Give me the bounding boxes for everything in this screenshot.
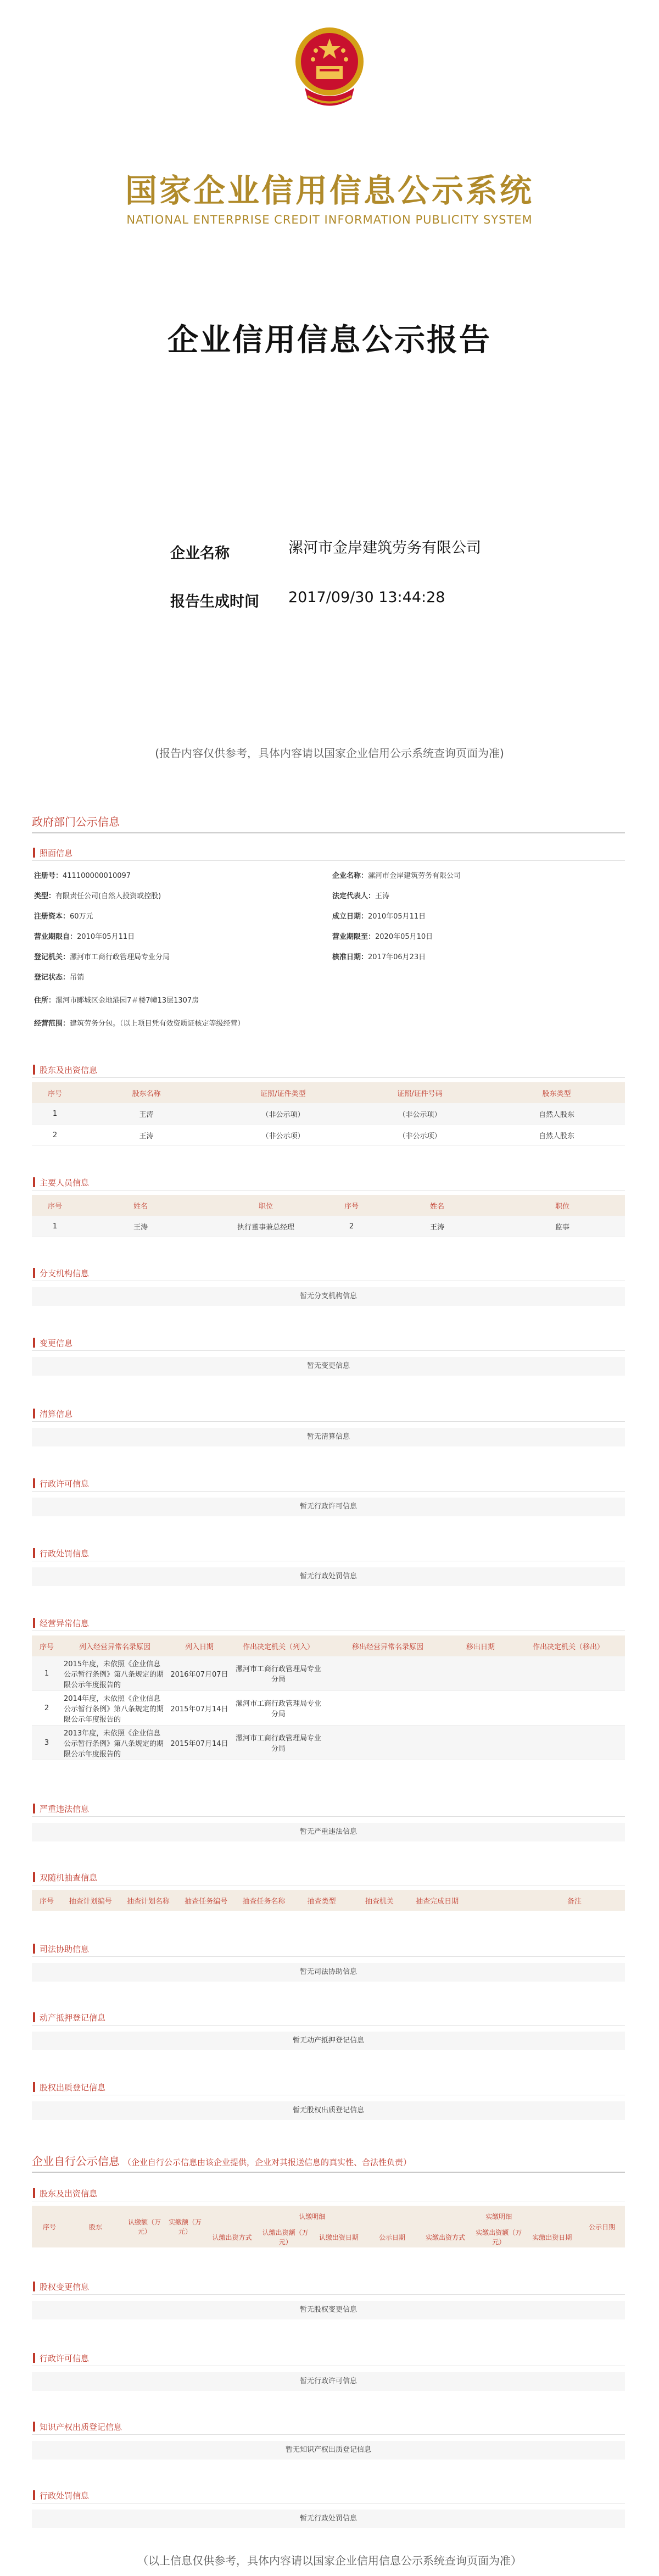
self-ip-empty: 暂无知识产权出质登记信息 <box>32 2441 625 2460</box>
personnel-heading: 主要人员信息 <box>32 1176 625 1190</box>
branch-heading: 分支机构信息 <box>32 1266 625 1281</box>
table-row: 2 2014年度，未依照《企业信息公示暂行条例》第八条规定的期限公示年度报告的 2015年07月14日 漯河市工商行政管理局专业分局 <box>32 1691 625 1726</box>
serious-violation-heading: 严重违法信息 <box>32 1802 625 1817</box>
equity-pledge-heading: 股权出质登记信息 <box>32 2080 625 2095</box>
term-from-field: 营业期限自：2010年05月11日 <box>34 933 135 941</box>
basic-info-heading <box>32 846 625 861</box>
table-row: 1 2015年度，未依照《企业信息公示暂行条例》第八条规定的期限公示年度报告的 2016年07月07日 漯河市工商行政管理局专业分局 <box>32 1656 625 1691</box>
abnormal-heading: 经营异常信息 <box>32 1616 625 1631</box>
gov-section-heading <box>32 813 625 833</box>
scope-field: 经营范围：建筑劳务分包。（以上项目凭有效资质证核定等级经营） <box>34 1020 245 1028</box>
approved-field: 核准日期：2017年06月23日 <box>332 953 426 961</box>
shareholders-heading: 股东及出资信息 <box>32 1063 625 1078</box>
self-shareholders-heading: 股东及出资信息 <box>32 2186 625 2201</box>
serious-violation-empty: 暂无严重违法信息 <box>32 1823 625 1841</box>
footer-disclaimer: （以上信息仅供参考，具体内容请以国家企业信用信息公示系统查询页面为准） <box>137 2554 522 2567</box>
company-name-label: 企业名称 <box>170 545 230 562</box>
personnel-table: 序号 姓名 职位 序号 姓名 职位 1 王涛 执行董事兼总经理 2 王涛 监事 <box>32 1195 625 1237</box>
equity-pledge-empty: 暂无股权出质登记信息 <box>32 2101 625 2120</box>
random-check-table: 序号 抽查计划编号 抽查计划名称 抽查任务编号 抽查任务名称 抽查类型 抽查机关 抽查完成日期 备注 <box>32 1890 625 1911</box>
self-license-empty: 暂无行政许可信息 <box>32 2372 625 2391</box>
admin-license-empty: 暂无行政许可信息 <box>32 1498 625 1516</box>
self-equity-change-heading: 股权变更信息 <box>32 2280 625 2295</box>
legal-rep-field: 法定代表人：王涛 <box>332 892 390 900</box>
self-penalty-heading: 行政处罚信息 <box>32 2489 625 2503</box>
capital-field: 注册资本：60万元 <box>34 913 93 921</box>
self-section-title: 企业自行公示信息 <box>32 2155 120 2168</box>
liquidation-heading: 清算信息 <box>32 1407 625 1422</box>
self-section-heading <box>32 2152 625 2173</box>
founded-field: 成立日期：2010年05月11日 <box>332 913 426 921</box>
chattel-empty: 暂无动产抵押登记信息 <box>32 2032 625 2050</box>
report-time-value: 2017/09/30 13:44:28 <box>288 589 445 606</box>
self-penalty-empty: 暂无行政处罚信息 <box>32 2510 625 2528</box>
type-field: 类型：有限责任公司(自然人投资或控股) <box>34 892 161 900</box>
basic-info-title: 照面信息 <box>40 848 73 858</box>
address-field: 住所：漯河市郾城区金地港园7＃楼7幢13层1307房 <box>34 997 199 1005</box>
table-row: 1 王涛 执行董事兼总经理 2 王涛 监事 <box>32 1216 625 1237</box>
report-title: 企业信用信息公示报告 <box>167 322 492 358</box>
shareholders-table: 序号 股东名称 证照/证件类型 证照/证件号码 股东类型 1 王涛 （非公示项） （非公示项） 自然人股东 2 王涛 （非公示项） （非公示项） 自然人股东 <box>32 1082 625 1146</box>
authority-field: 登记机关：漯河市工商行政管理局专业分局 <box>34 953 170 961</box>
branch-empty: 暂无分支机构信息 <box>32 1287 625 1306</box>
self-ip-heading: 知识产权出质登记信息 <box>32 2420 625 2435</box>
abnormal-table: 序号 列入经营异常名录原因 列入日期 作出决定机关（列入） 移出经营异常名录原因 移出日期 作出决定机关（移出） 1 2015年度，未依照《企业信息公示暂行条例》第八条规定的期限公示年度报告的 2016年07月07日 漯河市工商行政管理局专业分局 2 2014年度，未依照《企业信息公示暂行条例》第八条规定的期限公示年度报告的 2015年07月14日 漯河市工商行政管理局专业分局 3 2013年度，未依照《企业信息公示暂行条例》第八条规定的期限公示年度报告的 2015年07月14日 漯河市工商行政管理局专业分局 <box>32 1635 625 1760</box>
judicial-empty: 暂无司法协助信息 <box>32 1963 625 1982</box>
chattel-heading: 动产抵押登记信息 <box>32 2011 625 2026</box>
self-equity-change-empty: 暂无股权变更信息 <box>32 2301 625 2319</box>
company-name-value: 漯河市金岸建筑劳务有限公司 <box>288 539 481 557</box>
report-disclaimer: (报告内容仅供参考，具体内容请以国家企业信用公示系统查询页面为准) <box>155 747 504 760</box>
table-row: 2 王涛 （非公示项） （非公示项） 自然人股东 <box>32 1125 625 1146</box>
self-shareholders-table: 序号 股东 认缴额（万元） 实缴额（万元） 认缴明细 实缴明细 公示日期 认缴出资方式 认缴出资额（万元） 认缴出资日期 公示日期 实缴出资方式 实缴出资额（万元） 实缴出资日期 <box>32 2206 625 2247</box>
change-heading: 变更信息 <box>32 1336 625 1351</box>
report-time-label: 报告生成时间 <box>170 593 259 610</box>
system-title: 国家企业信用信息公示系统 <box>125 172 534 209</box>
admin-penalty-empty: 暂无行政处罚信息 <box>32 1567 625 1586</box>
change-empty: 暂无变更信息 <box>32 1357 625 1376</box>
table-row: 3 2013年度，未依照《企业信息公示暂行条例》第八条规定的期限公示年度报告的 2015年07月14日 漯河市工商行政管理局专业分局 <box>32 1726 625 1760</box>
company-name-field: 企业名称：漯河市金岸建筑劳务有限公司 <box>332 872 461 880</box>
gov-section-title: 政府部门公示信息 <box>32 815 120 828</box>
judicial-heading: 司法协助信息 <box>32 1942 625 1957</box>
self-license-heading: 行政许可信息 <box>32 2351 625 2366</box>
national-emblem <box>291 22 368 115</box>
liquidation-empty: 暂无清算信息 <box>32 1428 625 1446</box>
term-to-field: 营业期限至：2020年05月10日 <box>332 933 433 941</box>
self-section-note: （企业自行公示信息由该企业提供，企业对其报送信息的真实性、合法性负责） <box>123 2157 412 2167</box>
random-check-heading: 双随机抽查信息 <box>32 1871 625 1885</box>
status-field: 登记状态：吊销 <box>34 973 85 982</box>
system-title-en: NATIONAL ENTERPRISE CREDIT INFORMATION PUBLICITY SYSTEM <box>126 213 533 226</box>
admin-license-heading: 行政许可信息 <box>32 1477 625 1492</box>
table-row: 1 王涛 （非公示项） （非公示项） 自然人股东 <box>32 1103 625 1125</box>
admin-penalty-heading: 行政处罚信息 <box>32 1546 625 1561</box>
reg-no-field: 注册号：411100000010097 <box>34 872 131 880</box>
